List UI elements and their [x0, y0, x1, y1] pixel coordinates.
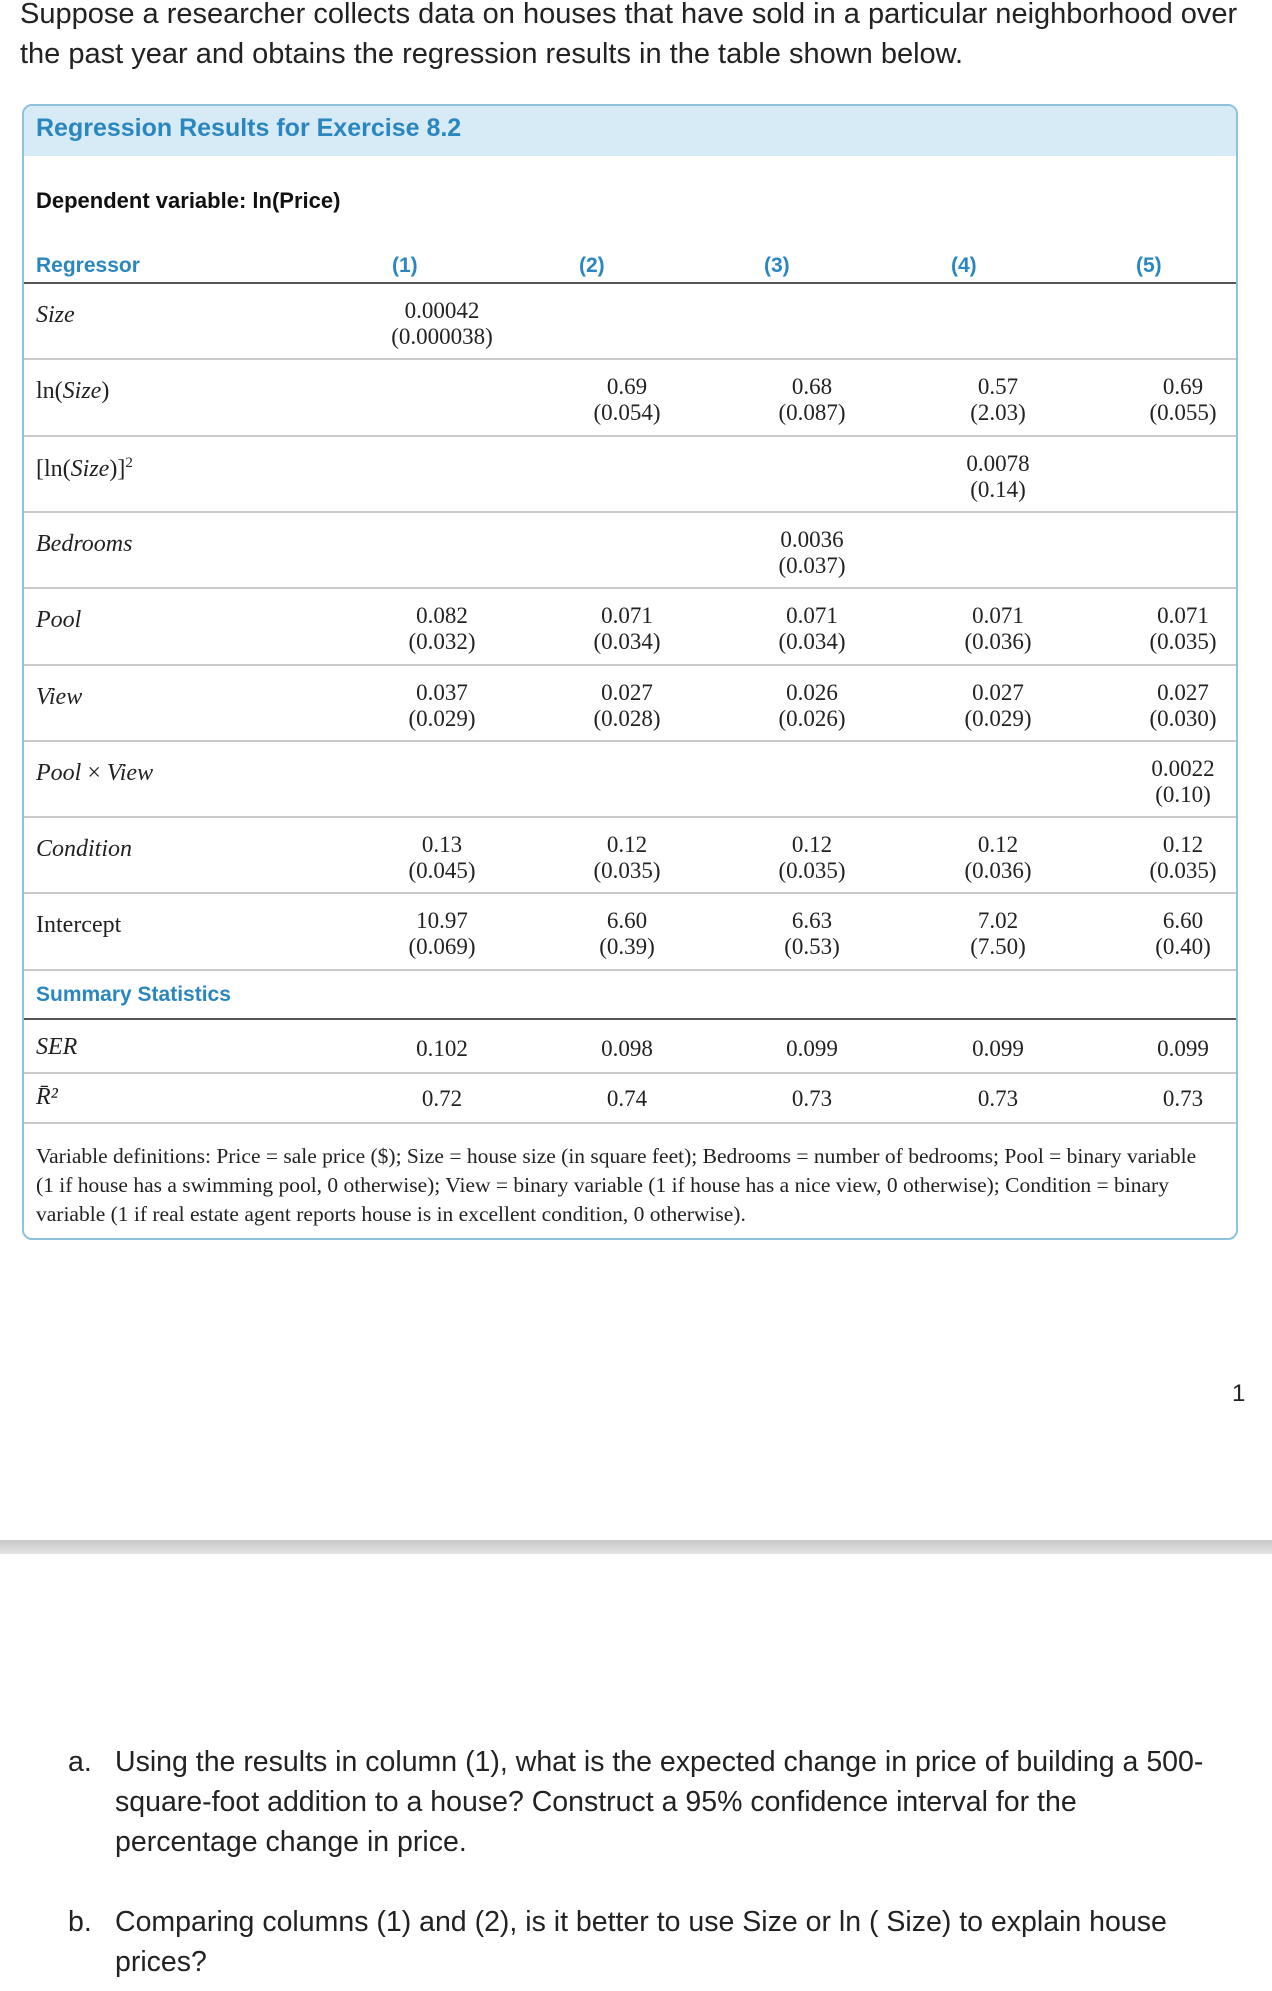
- coefficient-value: 0.0036: [780, 526, 844, 552]
- coefficient-cell: [752, 527, 872, 579]
- question-text: Comparing columns (1) and (2), is it better to use Size or ln ( Size) to explain house prices?: [115, 1906, 1167, 1978]
- row-divider: [24, 816, 1236, 818]
- column-header-1: (1): [392, 254, 418, 277]
- coefficient-value: 0.071: [972, 603, 1024, 629]
- standard-error: (0.032): [408, 629, 476, 655]
- standard-error: (0.034): [778, 629, 846, 655]
- regressor-header: Regressor: [36, 254, 140, 277]
- standard-error: (0.054): [593, 400, 661, 426]
- question-text: Using the results in column (1), what is the expected change in price of building a 500-square-foot addition to a house? Construct a 95% confidence interval for the percentage change in price.: [115, 1746, 1204, 1858]
- standard-error: (7.50): [970, 934, 1026, 960]
- question-letter: a.: [68, 1746, 92, 1778]
- standard-error: (0.037): [778, 552, 846, 578]
- header-rule: [24, 282, 1236, 284]
- standard-error: (0.026): [778, 705, 846, 731]
- row-divider: [24, 1122, 1236, 1124]
- coefficient-cell: [938, 680, 1058, 732]
- coefficient-cell: [382, 680, 502, 732]
- coefficient-cell: [1123, 756, 1238, 808]
- coefficient-cell: [938, 908, 1058, 960]
- standard-error: (0.035): [1149, 629, 1217, 655]
- coefficient-value: 0.071: [1157, 603, 1209, 629]
- summary-statistics-label: Summary Statistics: [36, 983, 231, 1006]
- row-divider: [24, 664, 1236, 666]
- row-divider: [24, 587, 1236, 589]
- summary-stat-value: 0.099: [786, 1036, 838, 1061]
- standard-error: (0.087): [778, 400, 846, 426]
- coefficient-cell: [938, 374, 1058, 426]
- coefficient-cell: [567, 908, 687, 960]
- regression-table: [22, 104, 1238, 1240]
- coefficient-cell: [752, 374, 872, 426]
- summary-stat-value: 0.102: [416, 1036, 468, 1061]
- question-a: [68, 1742, 1218, 1862]
- standard-error: (0.029): [964, 705, 1032, 731]
- coefficient-value: 0.69: [1162, 374, 1204, 400]
- summary-stat-value: 0.099: [1157, 1036, 1209, 1061]
- coefficient-value: 0.0022: [1151, 755, 1215, 781]
- row-divider: [24, 1072, 1236, 1074]
- coefficient-value: 0.12: [1162, 832, 1204, 858]
- coefficient-value: 0.027: [972, 679, 1024, 705]
- coefficient-cell: [752, 832, 872, 884]
- coefficient-value: 0.071: [601, 603, 653, 629]
- intro-paragraph: Suppose a researcher collects data on houses that have sold in a particular neighborhood over the past year and obtains the regression results in the table shown below.: [20, 0, 1238, 70]
- standard-error: (0.055): [1149, 400, 1217, 426]
- coefficient-cell: [567, 680, 687, 732]
- row-divider: [24, 740, 1236, 742]
- summary-stat-value: 0.73: [1162, 1086, 1204, 1111]
- coefficient-cell: [1123, 374, 1238, 426]
- coefficient-value: 0.026: [786, 679, 838, 705]
- coefficient-cell: [1123, 603, 1238, 655]
- standard-error: (0.40): [1155, 934, 1211, 960]
- summary-stat-value: 0.73: [791, 1086, 833, 1111]
- question-b: [68, 1902, 1218, 1982]
- column-header-3: (3): [764, 254, 790, 277]
- coefficient-value: 0.082: [416, 603, 468, 629]
- regressor-label: Intercept: [36, 912, 122, 939]
- row-divider: [24, 358, 1236, 360]
- standard-error: (0.028): [593, 705, 661, 731]
- coefficient-cell: [567, 832, 687, 884]
- coefficient-value: 0.12: [791, 832, 833, 858]
- summary-stat-value: 0.098: [601, 1036, 653, 1061]
- coefficient-cell: [1123, 680, 1238, 732]
- standard-error: (0.035): [593, 858, 661, 884]
- standard-error: (0.035): [1149, 858, 1217, 884]
- regressor-label: View: [36, 683, 83, 710]
- variable-definitions: Variable definitions: Price = sale price ($); Size = house size (in square feet); Bedrooms = number of bedrooms; Pool = binary variable (1 if house has a swimming pool, 0 otherwise); View = binary variable (1 if house has a nice view, 0 otherwise); Condition = binary variable (1 if real estate agent reports house is in excellent condition, 0 otherwise).: [36, 1144, 1197, 1226]
- regressor-label: Size: [36, 302, 75, 328]
- row-divider: [24, 511, 1236, 513]
- coefficient-value: 0.037: [416, 679, 468, 705]
- question-letter: b.: [68, 1906, 92, 1938]
- standard-error: (0.035): [778, 858, 846, 884]
- summary-stat-label: SER: [36, 1034, 78, 1060]
- coefficient-cell: [567, 603, 687, 655]
- standard-error: (0.030): [1149, 705, 1217, 731]
- standard-error: (0.10): [1155, 781, 1211, 807]
- page-break: [0, 1540, 1272, 1554]
- summary-rule: [24, 1018, 1236, 1020]
- column-header-2: (2): [579, 254, 605, 277]
- regressor-label: Pool × View: [36, 759, 154, 786]
- coefficient-value: 0.12: [606, 832, 648, 858]
- coefficient-value: 6.60: [1162, 908, 1204, 934]
- coefficient-cell: [752, 680, 872, 732]
- summary-stat-value: 0.72: [421, 1086, 463, 1111]
- dependent-variable-label: Dependent variable: ln(Price): [36, 188, 341, 213]
- row-divider: [24, 435, 1236, 437]
- standard-error: (0.53): [784, 934, 840, 960]
- coefficient-value: 0.68: [791, 374, 833, 400]
- standard-error: (0.036): [964, 858, 1032, 884]
- coefficient-value: 0.0078: [966, 450, 1030, 476]
- coefficient-value: 7.02: [977, 908, 1019, 934]
- regressor-label: Condition: [36, 836, 133, 863]
- summary-stat-value: 0.73: [977, 1086, 1019, 1111]
- standard-error: (0.39): [599, 934, 655, 960]
- regressor-label: ln(Size): [36, 378, 110, 405]
- standard-error: (0.029): [408, 705, 476, 731]
- standard-error: (0.036): [964, 629, 1032, 655]
- coefficient-cell: [752, 603, 872, 655]
- coefficient-cell: [382, 603, 502, 655]
- coefficient-cell: [567, 374, 687, 426]
- standard-error: (0.14): [970, 476, 1026, 502]
- coefficient-value: 0.00042: [404, 298, 480, 323]
- coefficient-value: 6.63: [791, 908, 833, 934]
- coefficient-value: 0.027: [1157, 679, 1209, 705]
- page-number: 1: [1232, 1380, 1246, 1407]
- standard-error: (0.034): [593, 629, 661, 655]
- summary-stat-value: 0.099: [972, 1036, 1024, 1061]
- coefficient-cell: [1123, 908, 1238, 960]
- coefficient-cell: [938, 832, 1058, 884]
- coefficient-value: 0.071: [786, 603, 838, 629]
- column-header-4: (4): [951, 254, 977, 277]
- standard-error: (2.03): [970, 400, 1026, 426]
- coefficient-value: 10.97: [416, 908, 468, 934]
- coefficient-cell: [938, 603, 1058, 655]
- regressor-label: [ln(Size)]$^2$: [36, 454, 133, 482]
- coefficient-cell: [382, 298, 502, 350]
- coefficient-cell: [382, 908, 502, 960]
- coefficient-cell: [382, 832, 502, 884]
- coefficient-value: 0.12: [977, 832, 1019, 858]
- row-divider: [24, 892, 1236, 894]
- regressor-label: Pool: [36, 607, 82, 634]
- row-divider: [24, 969, 1236, 971]
- standard-error: (0.000038): [391, 324, 493, 349]
- standard-error: (0.045): [408, 858, 476, 884]
- coefficient-value: 0.13: [421, 832, 463, 858]
- coefficient-value: 0.027: [601, 679, 653, 705]
- standard-error: (0.069): [408, 934, 476, 960]
- coefficient-value: 6.60: [606, 908, 648, 934]
- column-header-5: (5): [1136, 254, 1162, 277]
- summary-stat-label: R̄²: [36, 1084, 58, 1110]
- coefficient-cell: [938, 451, 1058, 503]
- coefficient-value: 0.69: [606, 374, 648, 400]
- regressor-label: Bedrooms: [36, 530, 133, 557]
- coefficient-cell: [1123, 832, 1238, 884]
- summary-stat-value: 0.74: [606, 1086, 648, 1111]
- coefficient-cell: [752, 908, 872, 960]
- coefficient-value: 0.57: [977, 374, 1019, 400]
- table-title: Regression Results for Exercise 8.2: [36, 114, 462, 142]
